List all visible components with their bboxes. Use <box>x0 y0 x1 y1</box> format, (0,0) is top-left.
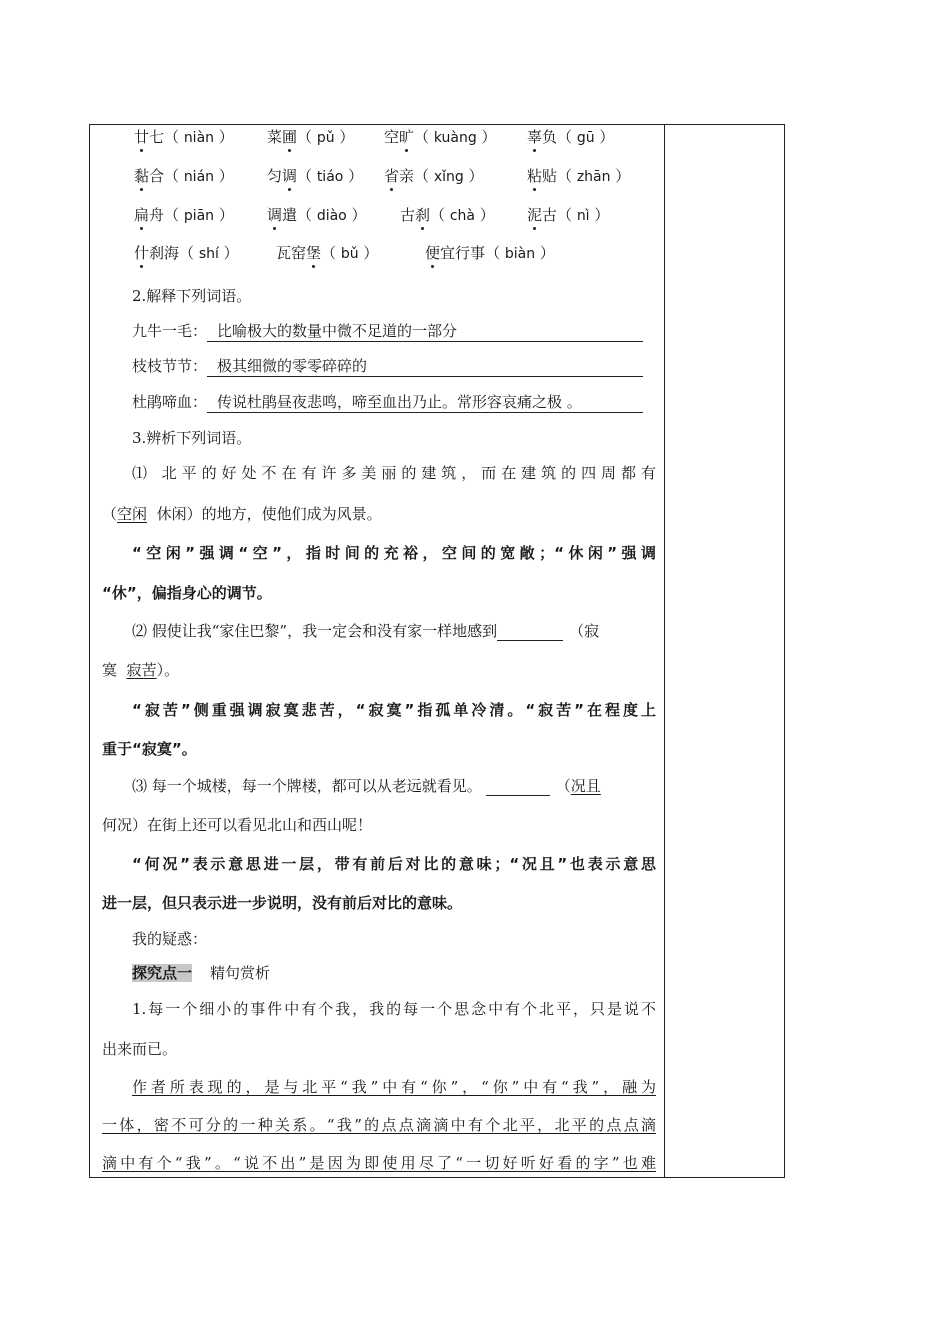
sentence-analysis-line3: 滴中有个“我”。“说不出”是因为即使用尽了“一切好听好看的字”也难 <box>102 1154 656 1172</box>
pinyin-word: 黏合 <box>134 167 165 185</box>
pinyin-word: 泥古 <box>527 206 558 224</box>
definition-blank <box>207 320 643 342</box>
question-1-line2-rest: 休闲）的地方，使他们成为风景。 <box>147 505 382 523</box>
pinyin-word: 辜负 <box>527 128 558 146</box>
question-3-text: ⑶ 每一个城楼，每一个牌楼，都可以从老远就看见。 <box>132 777 482 795</box>
pinyin-answer: （ nì ） <box>557 206 610 224</box>
question-2-text: ⑵ 假使让我“家住巴黎”，我一定会和没有家一样地感到 <box>132 622 498 640</box>
pinyin-word: 调遣 <box>267 206 298 224</box>
pinyin-item <box>267 165 363 186</box>
pinyin-answer: （ xǐng ） <box>414 167 484 185</box>
pinyin-answer: （ diào ） <box>297 206 367 224</box>
question-2-line1 <box>132 620 599 641</box>
pinyin-word: 瓦窑堡 <box>276 244 322 262</box>
table-column-divider <box>664 124 665 1178</box>
pinyin-answer: （ niàn ） <box>164 128 234 146</box>
paren-open: （ <box>102 505 118 523</box>
term-row <box>132 355 643 377</box>
explore-point-tag: 探究点一 <box>132 964 193 982</box>
pinyin-item <box>134 165 234 186</box>
fill-blank <box>497 622 563 641</box>
pinyin-answer: （ bǔ ） <box>321 244 379 262</box>
pinyin-answer: （ zhān ） <box>557 167 631 185</box>
definition-blank <box>207 355 643 377</box>
pinyin-answer: （ kuàng ） <box>414 128 497 146</box>
section3-heading: 3.辨析下列词语。 <box>132 429 252 447</box>
answer-3-line1: “何况”表示意思进一层，带有前后对比的意味；“况且”也表示意思 <box>132 855 656 873</box>
pinyin-item <box>267 204 367 225</box>
pinyin-word: 空旷 <box>384 128 415 146</box>
pinyin-word: 匀调 <box>267 167 298 185</box>
question-1-line2 <box>102 503 382 524</box>
answer-3-line2: 进一层，但只表示进一步说明，没有前后对比的意味。 <box>102 894 463 912</box>
answer-1-line1: “空闲”强调“空”，指时间的充裕，空间的宽敞；“休闲”强调 <box>132 544 656 562</box>
question-3-answer-choice: 况且 <box>570 777 601 795</box>
term-definition: 比喻极大的数量中微不足道的一部分 <box>217 322 458 340</box>
pinyin-word: 省亲 <box>384 167 415 185</box>
pinyin-word: 便宜行事 <box>425 244 486 262</box>
pinyin-item <box>134 126 234 147</box>
section2-heading: 2.解释下列词语。 <box>132 287 252 305</box>
pinyin-word: 廿七 <box>134 128 165 146</box>
question-2-choices-start: （寂 <box>569 622 600 640</box>
fill-blank <box>486 777 550 796</box>
pinyin-answer: （ tiáo ） <box>297 167 364 185</box>
pinyin-answer: （ nián ） <box>164 167 234 185</box>
question-3-line1 <box>132 775 601 796</box>
sentence-analysis-line2: 一体，密不可分的一种关系。“我”的点点滴滴中有个北平，北平的点点滴 <box>102 1116 656 1134</box>
pinyin-item <box>384 126 496 147</box>
pinyin-answer: （ pǔ ） <box>297 128 355 146</box>
question-1-line1: ⑴ 北平的好处不在有许多美丽的建筑，而在建筑的四周都有 <box>132 464 656 482</box>
definition-blank <box>207 391 643 413</box>
question-3-line2: 何况）在街上还可以看见北山和西山呢！ <box>102 816 373 834</box>
question-2-close: ）。 <box>156 661 180 679</box>
pinyin-item <box>527 165 630 186</box>
pinyin-item <box>400 204 495 225</box>
term-row <box>132 391 643 413</box>
sentence-analysis-line1: 作者所表现的，是与北平“我”中有“你”，“你”中有“我”，融为 <box>132 1078 656 1096</box>
paren-open: （ <box>555 777 571 795</box>
pinyin-word: 菜圃 <box>267 128 298 146</box>
pinyin-item <box>276 242 378 263</box>
pinyin-item <box>134 242 239 263</box>
pinyin-word: 粘贴 <box>527 167 558 185</box>
pinyin-answer: （ chà ） <box>430 206 495 224</box>
pinyin-item <box>425 242 555 263</box>
answer-2-line2: 重于“寂寞”。 <box>102 740 197 758</box>
pinyin-answer: （ shí ） <box>179 244 239 262</box>
my-doubts-label: 我的疑惑： <box>132 930 208 948</box>
pinyin-word: 古刹 <box>400 206 431 224</box>
term-label: 枝枝节节： <box>132 357 208 375</box>
term-definition: 传说杜鹃昼夜悲鸣，啼至血出乃止。常形容哀痛之极 。 <box>217 393 582 411</box>
question-2-line2 <box>102 659 179 680</box>
question-1-answer-choice: 空闲 <box>117 505 148 523</box>
question-2-option: 寞 <box>102 661 127 679</box>
answer-1-line2: “休”，偏指身心的调节。 <box>102 584 272 602</box>
pinyin-item <box>527 204 609 225</box>
sentence-question-line2: 出来而已。 <box>102 1040 178 1058</box>
pinyin-answer: （ piān ） <box>164 206 234 224</box>
term-row <box>132 320 643 342</box>
term-label: 杜鹃啼血： <box>132 393 208 411</box>
term-label: 九牛一毛： <box>132 322 208 340</box>
explore-point-title: 精句赏析 <box>210 964 271 982</box>
pinyin-answer: （ biàn ） <box>485 244 555 262</box>
pinyin-answer: （ gū ） <box>557 128 615 146</box>
answer-2-line1: “寂苦”侧重强调寂寞悲苦，“寂寞”指孤单冷清。“寂苦”在程度上 <box>132 701 656 719</box>
table-frame <box>89 124 785 1178</box>
pinyin-word: 扁舟 <box>134 206 165 224</box>
explore-point-heading <box>132 962 270 983</box>
pinyin-item <box>527 126 614 147</box>
pinyin-item <box>384 165 484 186</box>
pinyin-item <box>267 126 354 147</box>
term-definition: 极其细微的零零碎碎的 <box>217 357 368 375</box>
sentence-question-line1: 1.每一个细小的事件中有个我，我的每一个思念中有个北平，只是说不 <box>132 1000 656 1018</box>
pinyin-item <box>134 204 234 225</box>
question-2-answer-choice: 寂苦 <box>126 661 157 679</box>
pinyin-word: 什刹海 <box>134 244 180 262</box>
